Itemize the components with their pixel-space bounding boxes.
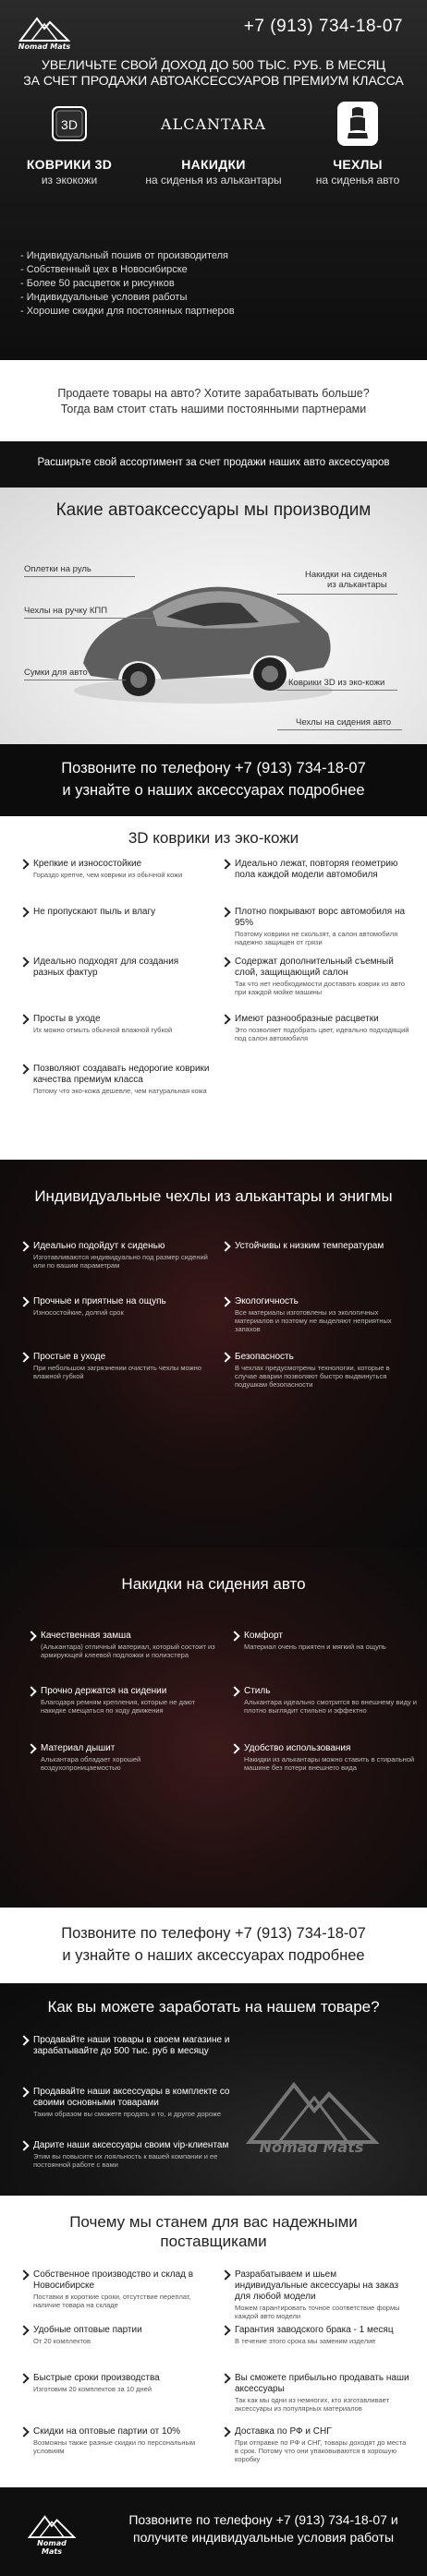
label-leader-line [277,729,402,730]
arrow-icon [18,859,29,869]
arrow-icon [220,2325,230,2335]
feature-item [222,1241,411,1253]
assortment-text: Расширьте свой ассортимент за счет продажи наших авто аксессуаров [37,457,390,468]
arrow-icon [18,957,29,967]
arrow-icon [18,1014,29,1024]
arrow-icon [229,1743,239,1753]
feature-item [231,1686,421,1715]
feature-title: Материал дышит [41,1743,116,1753]
arrow-icon [220,2373,230,2383]
arrow-icon [26,1743,36,1753]
why-title-line-1: Почему мы станем для вас надежными [69,2213,358,2231]
mats-section [0,816,427,1160]
section-title: Как вы можете заработать на нашем товаре? [47,1998,380,2016]
earn-item [20,2087,233,2118]
label-leader-line [277,690,397,691]
feature-desc: Накидки из алькантары можно ставить в стиральной машине без потери внешнего вида [244,1755,415,1772]
arrow-icon [18,2140,29,2150]
feature-desc: Износостойкие, долгий срок [33,1308,124,1317]
label-seat-covers: Чехлы на сидения авто [296,717,392,728]
call-line-1[interactable]: Позвоните по телефону +7 (913) 734-18-07 [61,760,366,776]
feature-title: Вы сможете прибыльно продавать наши аксессуары [235,2373,409,2394]
partners-line-1: Продаете товары на авто? Хотите зарабатывать больше? [57,387,370,400]
feature-title: Идеально подходят для создания разных фактур [33,957,179,978]
feature-title: Имеют разнообразные расцветки [235,1014,379,1024]
feature-item [20,2373,210,2393]
arrow-icon [26,1631,36,1641]
feature-title: Экологичность [235,1296,299,1306]
footer-call[interactable] [111,2511,416,2546]
feature-item [20,859,210,879]
feature-title: Стиль [244,1686,271,1696]
earn-item [20,2035,233,2058]
section-title: 3D коврики из эко-кожи [128,829,299,847]
arrow-icon [220,957,230,967]
hero-bullet: - Индивидуальный пошив от производителя [20,250,228,261]
arrow-icon [229,1631,239,1641]
feature-item [28,1686,217,1715]
feature-desc: Алькантара идеально смотрится во внешнему виду и плотно выглядит стильно и эффектно [244,1698,417,1715]
feature-item [20,1241,210,1270]
partners-line-2: Тогда вам стоит стать нашими постоянными партнерами [60,403,367,415]
feature-desc: Изготовим 20 комплектов за 10 дней [33,2385,152,2393]
label-leader-line [277,594,397,595]
label-wheel-braid: Оплетки на руль [24,564,92,574]
section-title: Какие автоаксессуары мы производим [55,500,372,520]
feature-item [20,1064,224,1095]
brand-logo[interactable] [26,2511,78,2556]
arrow-icon [18,2087,29,2097]
watermark-text: Nomad Mats [259,2138,364,2156]
feature-desc: Поэтому коврики не скользят, а салон автомобиля надежно защищен от грязи [235,930,398,946]
feature-item [222,2325,411,2345]
feature-desc: Материал очень приятен и мягкий на ощупь [244,1643,386,1651]
feature-title: Гарантия заводского брака - 1 месяц [235,2325,394,2335]
feature-item [20,2269,210,2309]
feature-item [20,1352,210,1380]
earn-desc: Таким образом вы сможете продать и то, и другое дороже [33,2110,222,2118]
label-capes [305,570,387,590]
feature-desc: (Алькантара) отличный материал, который состоит из армирующей клеевой подложки и полиэстера [41,1643,215,1659]
feature-title: Быстрые сроки производства [33,2373,160,2383]
covers-section [0,1160,427,1547]
hero-section [0,0,427,360]
feature-item [222,2426,411,2463]
arrow-icon [220,1296,230,1306]
call-banner [0,744,427,816]
earn-section [0,1983,427,2196]
feature-item [28,1743,217,1772]
mountain-logo-icon [26,2511,78,2539]
feature-desc: Возможны также разные скидки по персональным условиям [33,2438,196,2455]
product-sub: из экокожи [41,174,98,187]
feature-item [222,1352,411,1389]
feature-title: Идеально подойдут к сиденью [33,1241,165,1251]
feature-item [222,2373,411,2413]
product-title: КОВРИКИ 3D [26,157,113,172]
arrow-icon [18,1296,29,1306]
section-title: Индивидуальные чехлы из алькантары и энигмы [34,1187,393,1205]
feature-item [231,1631,421,1651]
feature-desc: От 20 комплектов [33,2337,91,2345]
brand-logo[interactable] [17,13,72,51]
product-sub: на сиденья авто [315,174,400,187]
feature-item [28,1631,217,1659]
feature-desc: Их можно отмыть обычной влажной губкой [33,1026,173,1034]
arrow-icon [18,2035,29,2045]
feature-desc: В течение этого срока мы заменим изделие [235,2337,376,2345]
feature-desc: Изготавливаются индивидуально под размер сидений или по вашим параметрам [33,1253,208,1270]
feature-item [222,1014,411,1042]
feature-desc: Все материалы изготовлены из экологичных материалов и поэтому не выделяют неприятных запахов [235,1308,392,1333]
label-leader-line [24,618,153,619]
earn-title: Продавайте наши товары в своем магазине и зарабатывайте до 500 тыс. руб в месяцу [33,2035,230,2056]
arrow-icon [220,859,230,869]
mountain-logo-icon [17,13,72,42]
hero-headline-line-1: УВЕЛИЧЬТЕ СВОЙ ДОХОД ДО 500 ТЫС. РУБ. В МЕСЯЦ [41,57,386,72]
earn-title: Продавайте наши аксессуары в комплекте со своими основными товарами [33,2087,230,2108]
feature-title: Прочные и приятные на ощупь [33,1296,166,1306]
feature-title: Позволяют создавать недорогие коврики качества премиум класса [33,1064,210,1085]
feature-title: Простые в уходе [33,1352,106,1362]
arrow-icon [26,1686,36,1696]
feature-title: Просты в уходе [33,1014,101,1024]
arrow-icon [220,907,230,917]
hero-bullet: - Собственный цех в Новосибирске [20,264,188,275]
alcantara-wordmark: ALCANTARA [161,114,266,133]
product-capes[interactable] [144,102,283,187]
feature-title: Качественная замша [41,1631,131,1641]
mat-badge-text: 3D [61,117,78,132]
feature-item [20,2325,210,2345]
feature-desc: Гораздо крепче, чем коврики из обычной кожи [33,871,183,879]
product-title: ЧЕХЛЫ [333,157,383,172]
feature-title: Прочно держатся на сидении [41,1686,167,1696]
capes-section [0,1547,427,1908]
feature-title: Разрабатываем и шьем индивидуальные аксессуары на заказ для любой модели [235,2269,399,2302]
earn-item [20,2140,233,2169]
product-sub: на сиденья из алькантары [145,174,282,187]
feature-item [231,1743,421,1772]
arrow-icon [18,2426,29,2437]
call-line-2: и узнайте о наших аксессуарах подробнее [62,782,365,799]
feature-item [20,957,210,980]
arrow-icon [220,1241,230,1251]
product-row [0,102,427,222]
product-mats[interactable] [0,102,139,187]
earn-desc: Этим вы повысите их лояльность к вашей компании и ее постоянной работе с вами [33,2152,218,2169]
arrow-icon [18,907,29,917]
car-seat-icon [337,102,378,146]
brand-watermark [242,2072,381,2156]
footer-line-1: Позвоните по телефону +7 (913) 734-18-07 и [128,2512,398,2527]
assortment-banner [0,441,427,488]
arrow-icon [220,1014,230,1024]
earn-title: Дарите наши аксессуары своим vip-клиентам [33,2140,229,2150]
feature-title: Собственное производство и склад в Новосибирске [33,2269,194,2291]
hero-bullet: - Хорошие скидки для постоянных партнеров [20,306,235,317]
arrow-icon [18,1352,29,1362]
feature-title: Содержат дополнительный съемный слой, защищающий салон [235,957,394,978]
arrow-icon [220,2426,230,2437]
feature-desc: Так что нет необходимости доставать коврик из авто при каждой мойке машины [235,980,406,996]
product-covers[interactable] [288,102,427,187]
feature-title: Безопасность [235,1352,294,1362]
hero-bullet: - Более 50 расцветок и рисунков [20,278,175,289]
hero-bullets [20,249,235,319]
arrow-icon [18,2325,29,2335]
arrow-icon [220,2269,230,2280]
footer-line-2: получите индивидуальные условия работы [132,2530,395,2545]
arrow-icon [18,2373,29,2383]
feature-title: Удобство использования [244,1743,351,1753]
feature-desc: При отправке по РФ и СНГ, товары доходят до места в срок. Потому что они упаковываются в хорошую коробку [235,2438,407,2463]
feature-item [222,859,411,882]
section-title: Накидки на сидения авто [121,1575,306,1593]
feature-desc: Потому что эко-кожа дешевле, чем натуральная кожа [33,1087,207,1095]
feature-desc: Так как мы одни из немногих, кто изготавливает аксессуары из популярных материалов [235,2396,390,2413]
why-title-line-2: поставщиками [160,2233,267,2250]
section-title [0,2212,427,2251]
arrow-icon [18,2269,29,2280]
call-line-2: и узнайте о наших аксессуарах подробнее [62,1947,365,1964]
feature-item [222,2269,411,2320]
feature-item [20,2426,210,2455]
feature-title: Плотно покрывают ворс автомобиля на 95% [235,907,406,928]
feature-title: Доставка по РФ и СНГ [235,2426,332,2437]
feature-title: Идеально лежат, повторяя геометрию пола каждой модели автомобиля [235,859,398,880]
feature-title: Комфорт [244,1631,283,1641]
feature-title: Удобные оптовые партии [33,2325,142,2335]
label-3d-mats: Коврики 3D из эко-кожи [288,678,385,688]
label-car-bags: Сумки для авто [24,668,88,678]
arrow-icon [229,1686,239,1696]
feature-item [20,1014,210,1034]
logo-text: Nomad Mats [37,2539,67,2556]
hero-bullet: - Индивидуальные условия работы [20,292,188,303]
label-capes-line-2: из алькантары [327,580,387,590]
feature-desc: Это позволяет подобрать цвет, идеально подходящий под салон автомобиля [235,1026,409,1042]
mountain-logo-icon [242,2072,381,2146]
feature-desc: Поставки в короткие сроки, отсутствие переплат, наличие товара на складе [33,2293,191,2309]
partners-section [0,360,427,441]
feature-title: Не пропускают пыль и влагу [33,907,156,917]
label-capes-line-1: Накидки на сиденья [305,570,387,580]
label-gear-cover: Чехлы на ручку КПП [24,606,108,616]
feature-desc: Благодаря ремням крепления, которые не дают накидке смещаться по ходу движения [41,1698,196,1715]
feature-item [20,1296,210,1317]
feature-item [222,1296,411,1333]
feature-title: Крепкие и износостойкие [33,859,142,869]
partners-text [0,386,427,417]
3d-mat-icon [47,102,92,146]
why-us-section [0,2196,427,2487]
label-leader-line [24,576,135,577]
hero-headline-line-2: ЗА СЧЕТ ПРОДАЖИ АВТОАКСЕССУАРОВ ПРЕМИУМ КЛАССА [23,73,404,88]
header-phone[interactable]: +7 (913) 734-18-07 [243,17,403,36]
feature-title: Устойчивы к низким температурам [235,1241,384,1251]
arrow-icon [18,1241,29,1251]
footer-section [0,2487,427,2576]
hero-headline [0,57,427,89]
arrow-icon [220,1352,230,1362]
call-line-1[interactable]: Позвоните по телефону +7 (913) 734-18-07 [61,1925,366,1942]
feature-title: Скидки на оптовые партии от 10% [33,2426,181,2437]
feature-item [222,957,411,996]
logo-text: Nomad Mats [18,42,71,51]
feature-desc: Можем гарантировать точное соответствие формы каждой авто модели [235,2304,400,2320]
product-title: НАКИДКИ [181,157,246,172]
products-overview-section [0,488,427,744]
call-banner-2 [0,1908,427,1983]
feature-item [222,907,411,946]
feature-desc: Алькантара обладает хорошей воздухопроницаемостью [41,1755,141,1772]
feature-item [20,907,210,919]
arrow-icon [18,1064,29,1074]
feature-desc: При небольшом загрязнении очистить чехлы можно влажной губкой [33,1364,201,1380]
feature-desc: В чехлах предусмотрены технологии, которые в случае аварии позволяют быстро выдвинуться подушкам безопасности [235,1364,390,1389]
